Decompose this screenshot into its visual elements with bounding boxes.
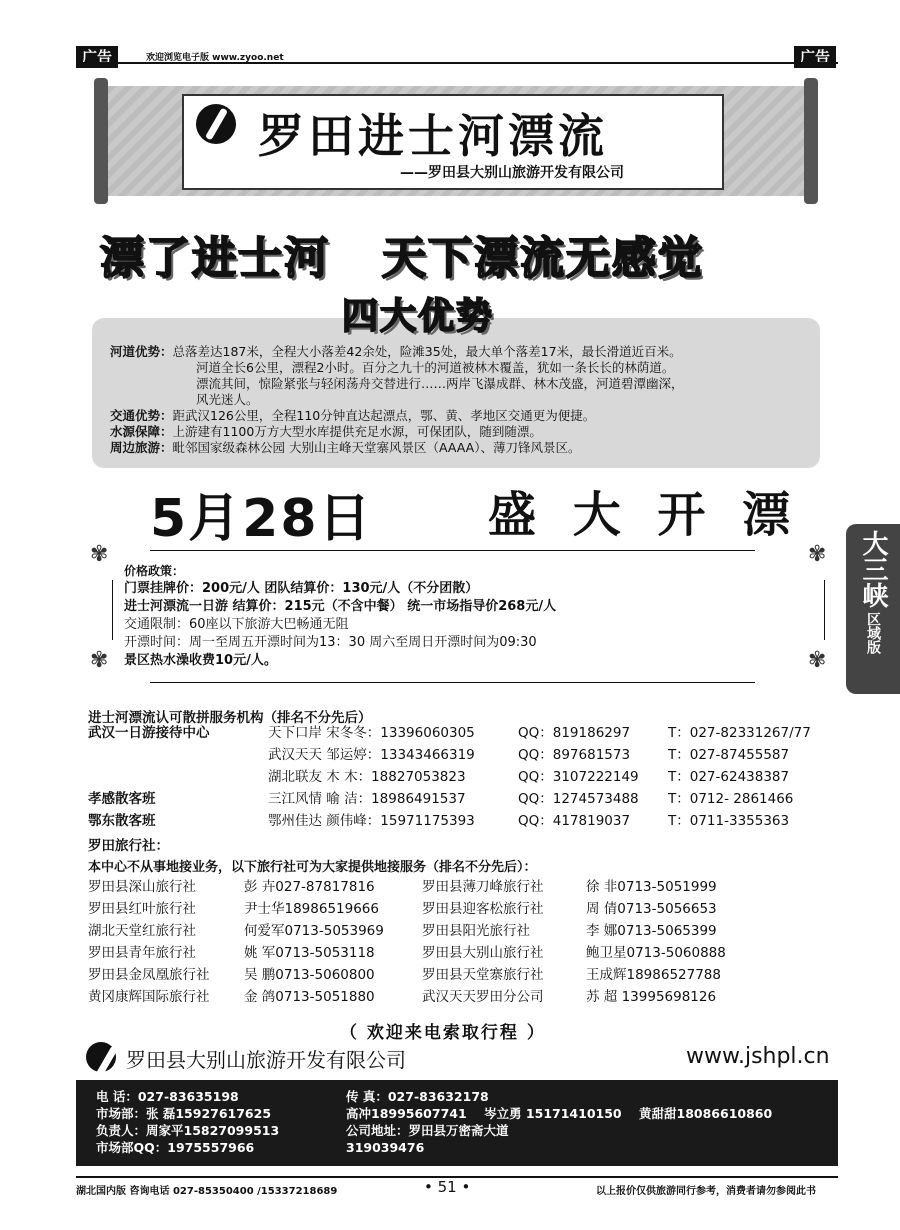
table-row: 罗田县红叶旅行社 尹士华18986519666 罗田县迎客松旅行社 周 倩0713-5056653 — [88, 901, 717, 917]
table-row: 湖北联友 木 木：18827053823 QQ：3107222149 T：027-62438387 — [268, 769, 790, 785]
price-rule-bottom — [150, 682, 755, 683]
adv-label: 周边旅游： — [110, 440, 173, 455]
price-rule-top — [150, 550, 755, 551]
table-row: 鄂东散客班 鄂州佳达 颜伟峰：15971175393 QQ：417819037 T：0711-3355363 — [88, 813, 790, 829]
pricing-line: 进士河漂流一日游 结算价：215元（不含中餐） 统一市场指导价268元/人 — [124, 599, 557, 614]
advantages-list — [110, 344, 684, 456]
bottom-left-text: 湖北国内版 咨询电话 027-85350400 /15337218689 — [76, 1186, 338, 1197]
website-link[interactable]: www.jshpl.cn — [686, 1044, 830, 1069]
adv-text: 毗邻国家级森林公园 大别山主峰天堂寨风景区（AAAA）、薄刀锋风景区。 — [172, 440, 581, 455]
adv-text: 风光迷人。 — [196, 392, 259, 407]
pricing-heading: 价格政策： — [124, 564, 185, 578]
opening-date: 5月28日 — [150, 489, 373, 549]
table-row: 罗田县青年旅行社 姚 军0713-5053118 罗田县大别山旅行社 鲍卫星0713-5060888 — [88, 945, 726, 961]
sub-title: ——罗田县大别山旅游开发有限公司 — [400, 165, 624, 181]
scroll-rod-left — [94, 78, 108, 204]
side-tab-big: 大三峡 — [858, 530, 888, 608]
ornament-icon: ✾ — [90, 542, 109, 567]
slogan: 漂了进士河 天下漂流无感觉 — [100, 233, 704, 284]
price-rule-left — [112, 580, 113, 640]
advantages-title: 四大优势 — [342, 296, 495, 337]
company-logo-icon — [196, 104, 236, 144]
price-rule-right — [824, 580, 825, 640]
bottom-right-text: 以上报价仅供旅游同行参考，消费者请勿参阅此书 — [596, 1186, 816, 1197]
table-row: 武汉一日游接待中心 天下口岸 宋冬冬：13396060305 QQ：819186297 T：027-82331267/77 — [88, 725, 811, 741]
company-name: 罗田县大别山旅游开发有限公司 — [126, 1048, 406, 1072]
agencies-table — [88, 722, 811, 832]
pricing-line: 门票挂牌价：200元/人 团队结算价：130元/人（不分团散） — [124, 581, 479, 596]
table-row: 黄冈康辉国际旅行社 金 鸽0713-5051880 武汉天天罗田分公司 苏 超 13995698126 — [88, 989, 717, 1005]
adv-text: 漂流其间，惊险紧张与轻闲荡舟交替进行……两岸飞瀑成群、林木茂盛，河道碧潭幽深， — [196, 376, 684, 391]
company-logo-icon — [86, 1042, 116, 1072]
page-number: • 51 • — [424, 1178, 471, 1196]
welcome-text: （ 欢迎来电索取行程 ） — [340, 1023, 546, 1043]
region-side-tab — [846, 524, 900, 694]
scroll-rod-right — [804, 78, 818, 204]
contact-footer — [76, 1080, 838, 1166]
adv-text: 河道全长6公里，漂程2小时。百分之九十的河道被林木覆盖，犹如一条长长的林荫道。 — [196, 360, 675, 375]
ad-tag-right: 广告 — [794, 46, 836, 68]
adv-text: 上游建有1100万方大型水库提供充足水源，可保团队，随到随漂。 — [172, 424, 542, 439]
pricing-block — [124, 562, 556, 670]
adv-label: 水源保障： — [110, 424, 173, 439]
ad-tag-left: 广告 — [76, 46, 118, 68]
adv-label: 交通优势： — [110, 408, 173, 423]
ornament-icon: ✾ — [808, 542, 827, 567]
ornament-icon: ✾ — [90, 648, 109, 673]
pricing-line: 交通限制：60座以下旅游大巴畅通无阻 — [124, 617, 349, 632]
table-row: 武汉天天 邹运婷：13343466319 QQ：897681573 T：027-87455587 — [268, 747, 790, 763]
adv-text: 距武汉126公里，全程110分钟直达起漂点，鄂、黄、孝地区交通更为便捷。 — [172, 408, 596, 423]
main-title: 罗田进士河漂流 — [258, 109, 608, 163]
header-rule — [76, 62, 838, 64]
table-row: 湖北天堂红旅行社 何爱军0713-5053969 罗田县阳光旅行社 李 娜0713-5065399 — [88, 923, 717, 939]
agencies-heading: 进士河漂流认可散拼服务机构（排名不分先后） — [88, 710, 372, 726]
pricing-line: 开漂时间：周一至周五开漂时间为13：30 周六至周日开漂时间为09:30 — [124, 635, 537, 650]
adv-text: 总落差达187米，全程大小落差42余处，险滩35处，最大单个落差17米，最长滑道近百米。 — [172, 344, 682, 359]
pricing-line: 景区热水澡收费10元/人。 — [124, 653, 277, 668]
table-row: 罗田县深山旅行社 彭 卉027-87817816 罗田县薄刀峰旅行社 徐 非0713-5051999 — [88, 879, 717, 895]
side-tab-small: 区域版 — [865, 612, 881, 654]
luotian-table — [88, 876, 726, 1008]
table-row: 罗田县金凤凰旅行社 吴 鹏0713-5060800 罗田县天堂寨旅行社 王成辉18986527788 — [88, 967, 721, 983]
table-row: 孝感散客班 三江风情 喻 洁：18986491537 QQ：1274573488 T：0712- 2861466 — [88, 791, 794, 807]
luotian-note: 本中心不从事地接业务，以下旅行社可为大家提供地接服务（排名不分先后）： — [88, 860, 537, 875]
ornament-icon: ✾ — [808, 648, 827, 673]
opening-text: 盛 大 开 漂 — [488, 487, 801, 543]
adv-label: 河道优势： — [110, 344, 173, 359]
header-url: 欢迎浏览电子版 www.zyoo.net — [146, 53, 284, 63]
footer-lines: 电 话：027-83635198 传 真：027-83632178 市场部：张 磊15927617625 高冲18995607741 岑立勇 15171410150 黄甜甜18086610860 负责人：周家平15827099513 公司地址：罗田县万密斋大道 市场部QQ：1975557966 319039476 — [96, 1089, 773, 1155]
luotian-heading: 罗田旅行社： — [88, 838, 169, 854]
